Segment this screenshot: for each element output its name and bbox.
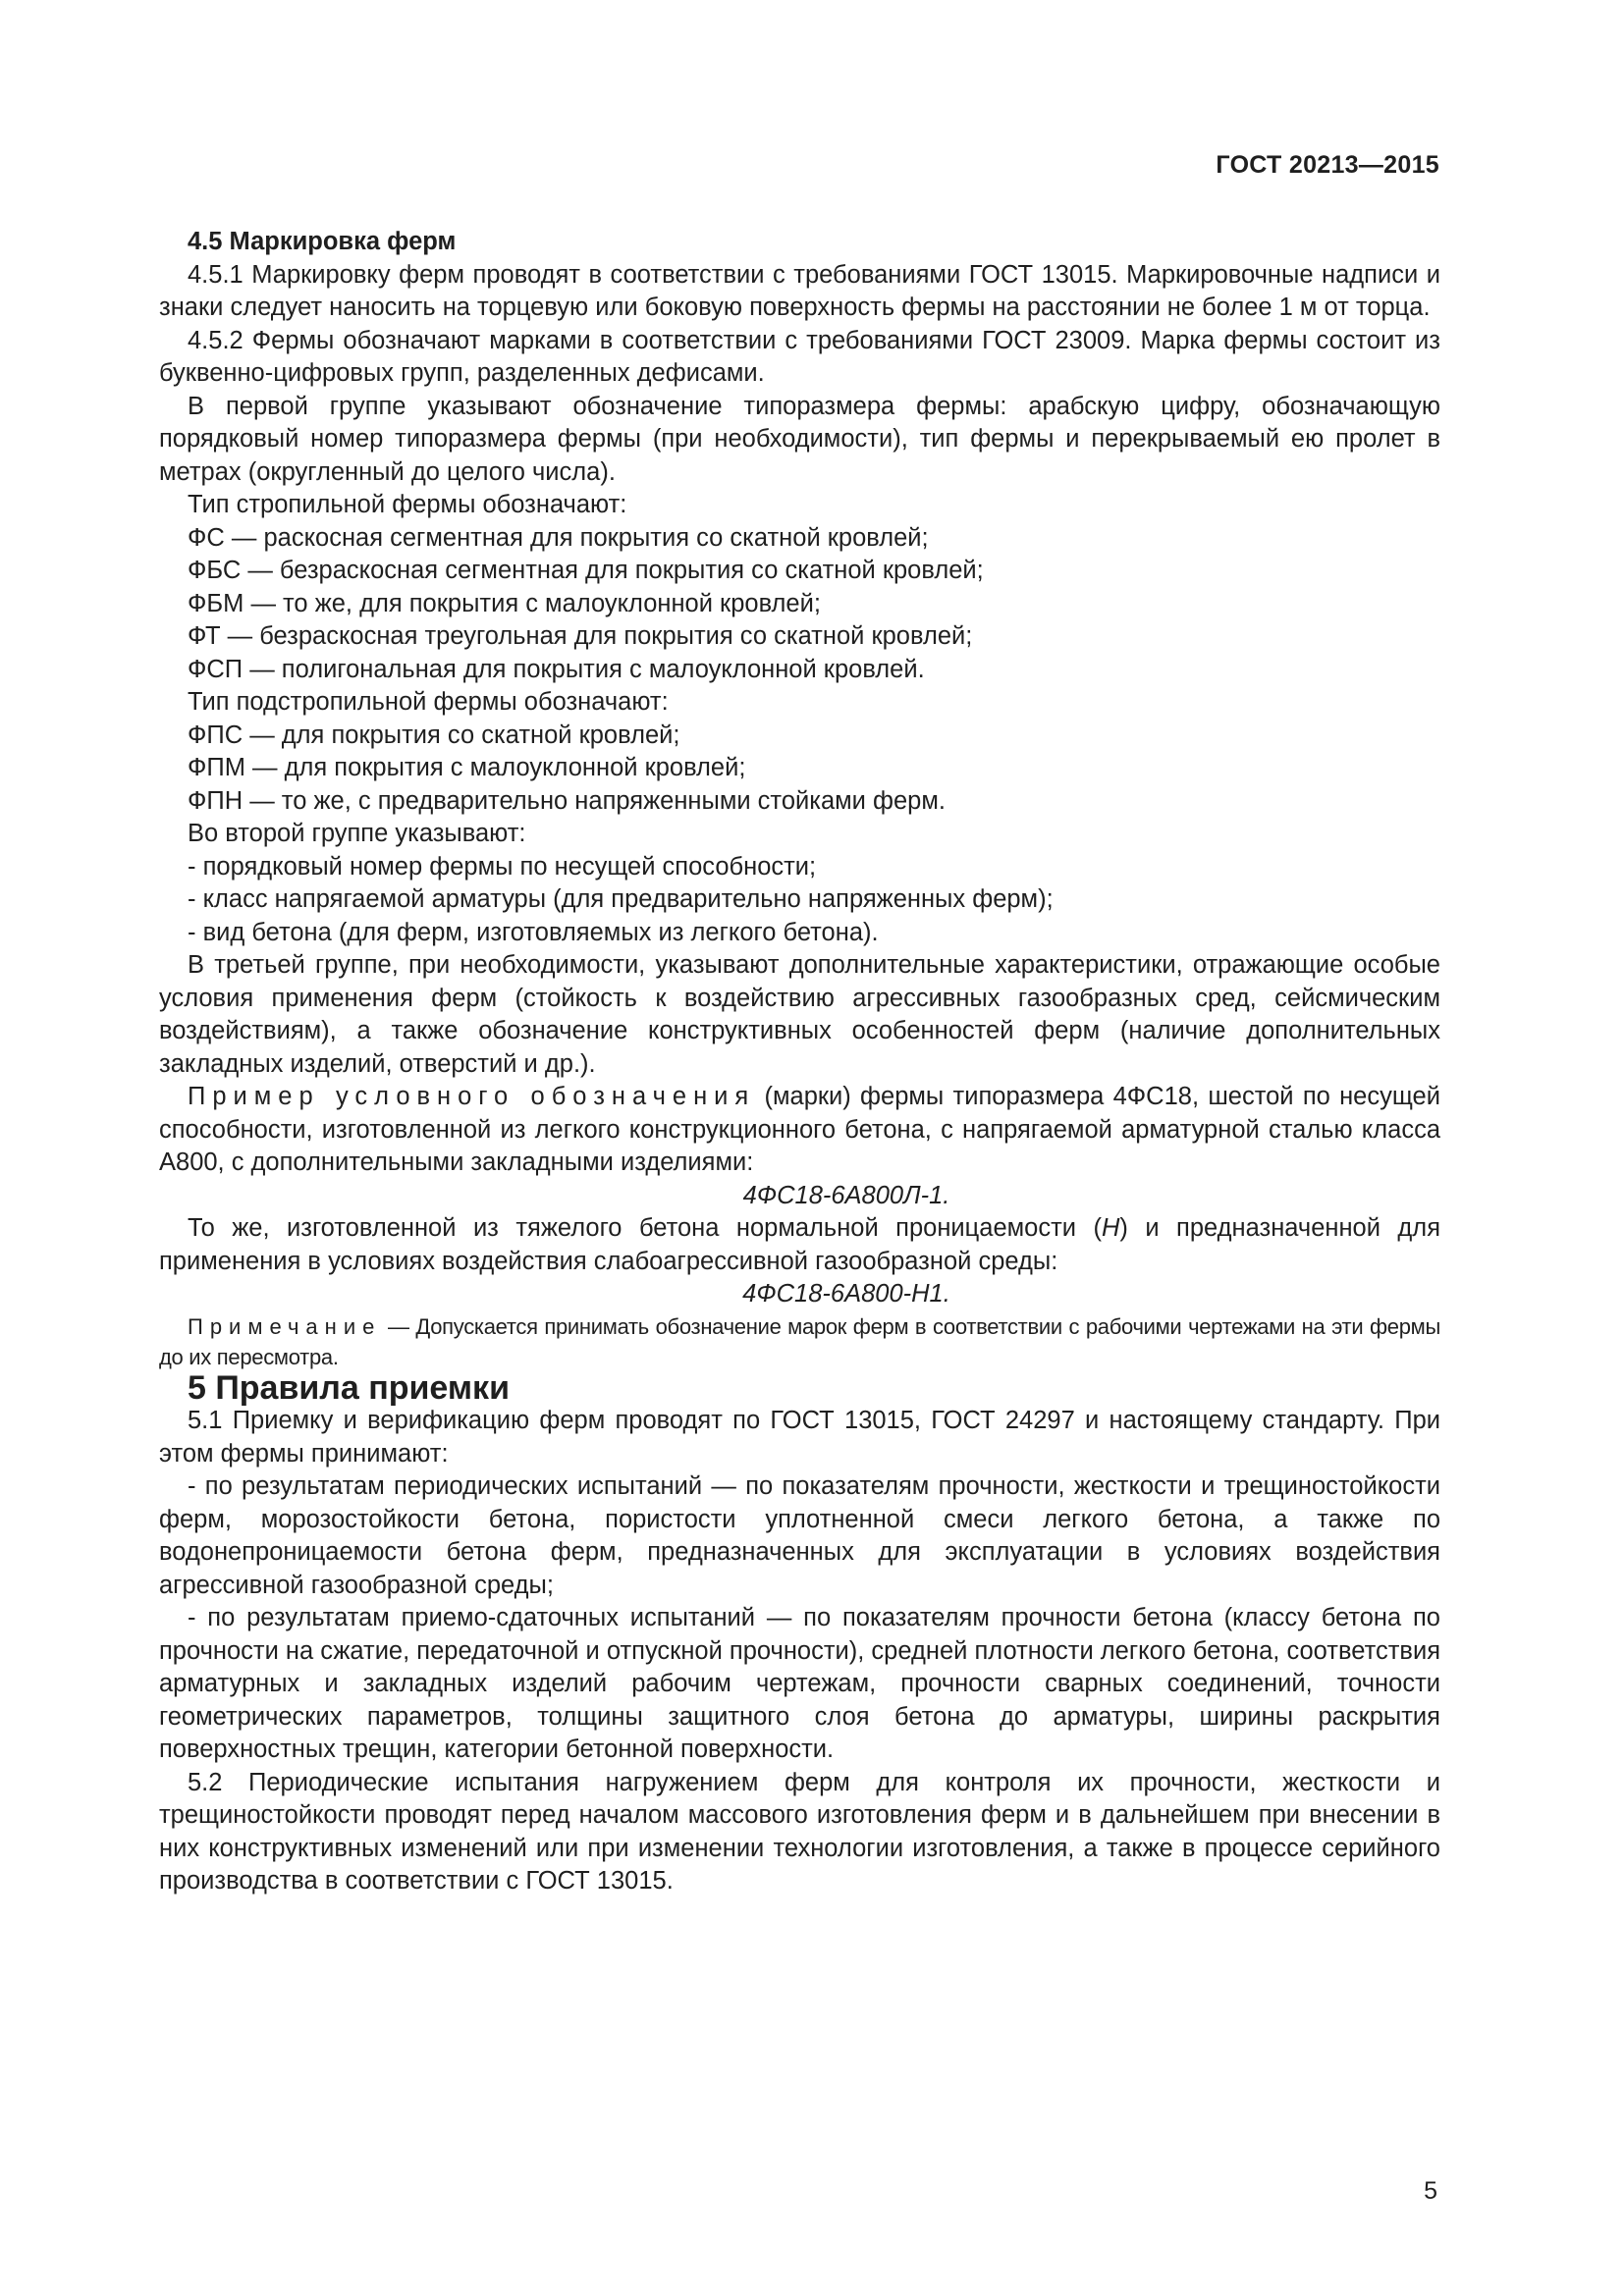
- sub-type-fpn: ФПН — то же, с предварительно напряженными стойками ферм.: [188, 786, 946, 815]
- second-group-item: - порядковый номер фермы по несущей способности;: [188, 852, 817, 881]
- permeability-symbol: Н: [1101, 1214, 1120, 1242]
- note: [159, 1311, 1440, 1372]
- designation-formula-2: 4ФС18-6А800-Н1.: [742, 1280, 950, 1308]
- paragraph-4-5-2: 4.5.2 Фермы обозначают марками в соответствии с требованиями ГОСТ 23009. Марка фермы состоит из буквенно-цифровых групп, разделенных дефисами.: [159, 326, 1440, 387]
- sub-type-fps: ФПС — для покрытия со скатной кровлей;: [188, 721, 680, 749]
- note-text: — Допускается принимать обозначение марок ферм в соответствии с рабочими чертежами на эти фермы до их пересмотра.: [159, 1313, 1440, 1369]
- rafter-types-intro: Тип стропильной фермы обозначают:: [188, 491, 627, 518]
- example-label: Пример условного обозначения: [188, 1083, 756, 1110]
- acceptance-periodic-item: - по результатам периодических испытаний — по показателям прочности, жесткости и трещиностойкости ферм, морозостойкости бетона, пористости уплотненной смеси легкого бетона, а также по водонепроницаемости бетона ферм, предназначенных для эксплуатации в условиях воздействия агрессивной газообразной среды;: [159, 1472, 1440, 1599]
- page-content: [159, 226, 1440, 1898]
- rafter-type-fsp: ФСП — полигональная для покрытия с малоуклонной кровлей.: [188, 655, 925, 683]
- rafter-type-fbs: ФБС — безраскосная сегментная для покрытия со скатной кровлей;: [188, 557, 984, 584]
- paragraph-first-group: В первой группе указывают обозначение типоразмера фермы: арабскую цифру, обозначающую порядковый номер типоразмера фермы (при необходимости), тип фермы и перекрываемый ею пролет в метрах (округленный до целого числа).: [159, 392, 1440, 486]
- paragraph-5-2: 5.2 Периодические испытания нагружением ферм для контроля их прочности, жесткости и трещиностойкости проводят перед началом массового изготовления ферм и в дальнейшем при внесении в них конструктивных изменений или при изменении технологии изготовления, а также в процессе серийного производства в соответствии с ГОСТ 13015.: [159, 1768, 1440, 1895]
- designation-example: [159, 1081, 1440, 1180]
- paragraph-third-group: В третьей группе, при необходимости, указывают дополнительные характеристики, отражающие особые условия применения ферм (стойкость к воздействию агрессивных газообразных сред, сейсмическим воздействиям), а также обозначение конструктивных особенностей ферм (наличие дополнительных закладных изделий, отверстий и др.).: [159, 951, 1440, 1078]
- page-number: 5: [1424, 2177, 1437, 2205]
- same-text-pre: То же, изготовленной из тяжелого бетона нормальной проницаемости (: [188, 1214, 1102, 1242]
- same-text-post: ) и предназначенной для применения в условиях воздействия слабоагрессивной газообразной среды:: [159, 1214, 1440, 1275]
- second-group-item: - вид бетона (для ферм, изготовляемых из легкого бетона).: [188, 918, 879, 946]
- second-group-item: - класс напрягаемой арматуры (для предварительно напряженных ферм);: [188, 885, 1054, 913]
- rafter-type-ft: ФТ — безраскосная треугольная для покрытия со скатной кровлей;: [188, 622, 973, 650]
- rafter-type-fbm: ФБМ — то же, для покрытия с малоуклонной кровлей;: [188, 589, 821, 617]
- example-text: (марки) фермы типоразмера 4ФС18, шестой по несущей способности, изготовленной из легкого конструкционного бетона, с напрягаемой арматурной сталью класса А800, с дополнительными закладными изделиями:: [159, 1083, 1440, 1176]
- sub-type-fpm: ФПМ — для покрытия с малоуклонной кровлей;: [188, 754, 746, 781]
- section-5-title: 5 Правила приемки: [188, 1368, 510, 1407]
- paragraph-4-5-1: 4.5.1 Маркировку ферм проводят в соответствии с требованиями ГОСТ 13015. Маркировочные надписи и знаки следует наносить на торцевую или боковую поверхность фермы на расстоянии не более 1 м от торца.: [159, 260, 1440, 321]
- sub-rafter-types-intro: Тип подстропильной фермы обозначают:: [188, 688, 669, 716]
- second-group-intro: Во второй группе указывают:: [188, 820, 526, 847]
- rafter-type-fs: ФС — раскосная сегментная для покрытия со скатной кровлей;: [188, 523, 929, 552]
- document-id-header: ГОСТ 20213—2015: [1216, 151, 1439, 179]
- acceptance-delivery-item: - по результатам приемо-сдаточных испытаний — по показателям прочности бетона (классу бетона по прочности на сжатие, передаточной и отпускной прочности), средней плотности легкого бетона, соответствия арматурных и закладных изделий рабочим чертежам, прочности сварных соединений, точности геометрических параметров, толщины защитного слоя бетона до арматуры, ширины раскрытия поверхностных трещин, категории бетонной поверхности.: [159, 1604, 1440, 1763]
- paragraph-5-1: 5.1 Приемку и верификацию ферм проводят по ГОСТ 13015, ГОСТ 24297 и настоящему стандарту. При этом фермы принимают:: [159, 1407, 1440, 1468]
- paragraph-heavy-concrete: [159, 1212, 1440, 1278]
- note-label: Примечание: [188, 1313, 382, 1339]
- section-4-5-title: 4.5 Маркировка ферм: [188, 228, 457, 255]
- designation-formula-1: 4ФС18-6А800Л-1.: [742, 1181, 950, 1209]
